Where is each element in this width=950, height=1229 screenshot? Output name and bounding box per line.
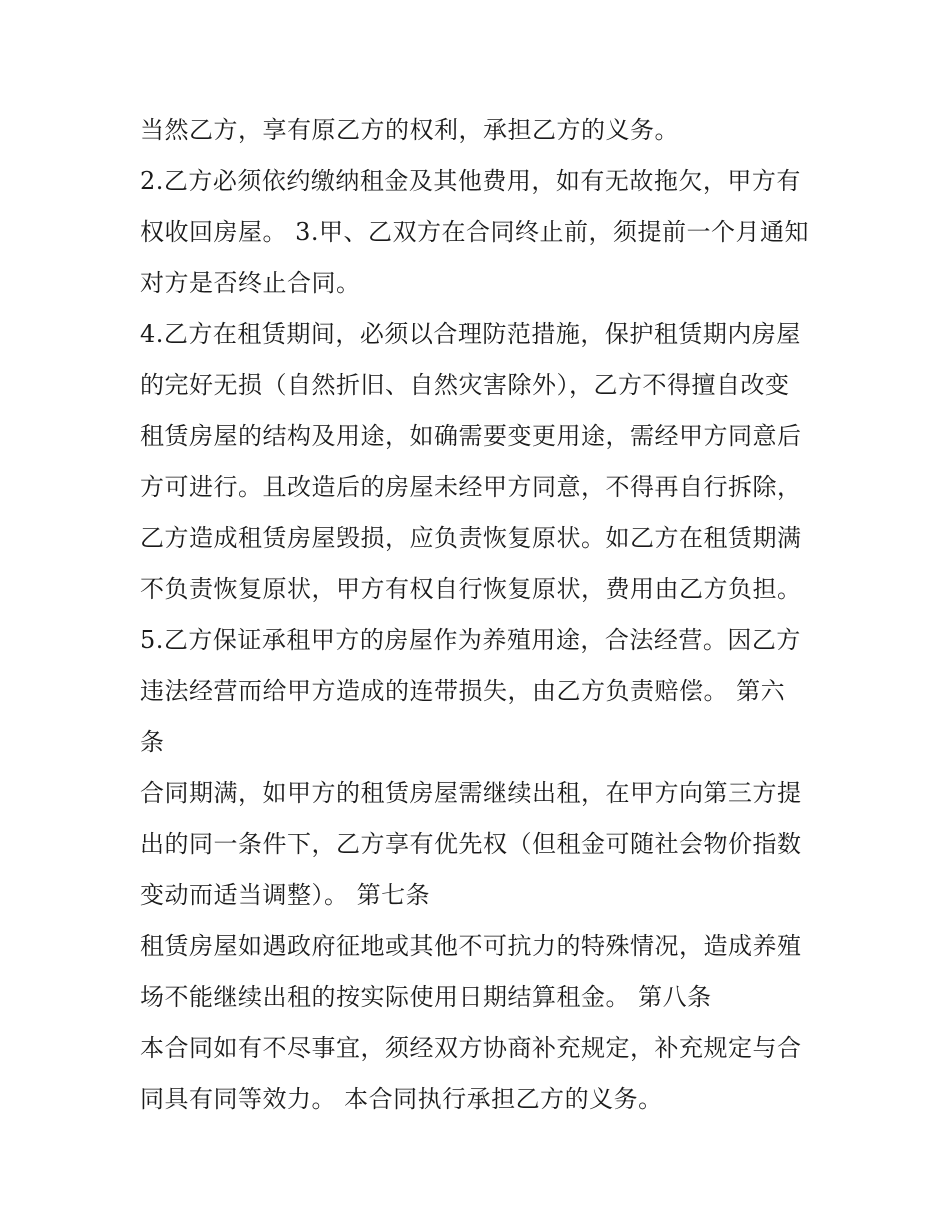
- text-line: 违法经营而给甲方造成的连带损失，由乙方负责赔偿。 第六: [140, 677, 786, 705]
- text-line: 租赁房屋的结构及用途，如确需要变更用途，需经甲方同意后: [140, 422, 802, 450]
- contract-text-body: [140, 105, 830, 1125]
- text-line: 出的同一条件下，乙方享有优先权（但租金可随社会物价指数: [140, 830, 802, 858]
- text-line: 不负责恢复原状，甲方有权自行恢复原状，费用由乙方负担。: [140, 575, 802, 603]
- text-line: 乙方造成租赁房屋毁损，应负责恢复原状。如乙方在租赁期满: [140, 524, 802, 552]
- text-line: 同具有同等效力。 本合同执行承担乙方的义务。: [140, 1085, 663, 1113]
- text-line: 租赁房屋如遇政府征地或其他不可抗力的特殊情况，造成养殖: [140, 932, 802, 960]
- text-line: 方可进行。且改造后的房屋未经甲方同意，不得再自行拆除，: [140, 473, 802, 501]
- text-line: 合同期满，如甲方的租赁房屋需继续出租，在甲方向第三方提: [140, 779, 802, 807]
- text-line: 当然乙方，享有原乙方的权利，承担乙方的义务。: [140, 116, 679, 144]
- text-line: 5.乙方保证承租甲方的房屋作为养殖用途，合法经营。因乙方: [140, 626, 801, 654]
- text-line: 本合同如有不尽事宜，须经双方协商补充规定，补充规定与合: [140, 1034, 802, 1062]
- text-line: 2.乙方必须依约缴纳租金及其他费用，如有无故拖欠，甲方有: [140, 167, 801, 195]
- text-line: 的完好无损（自然折旧、自然灾害除外），乙方不得擅自改变: [140, 371, 790, 399]
- text-line: 4.乙方在租赁期间，必须以合理防范措施，保护租赁期内房屋: [140, 320, 801, 348]
- text-line: 权收回房屋。 3.甲、乙双方在合同终止前，须提前一个月通知: [140, 218, 810, 246]
- text-line: 变动而适当调整）。 第七条: [140, 881, 431, 909]
- text-line: 对方是否终止合同。: [140, 269, 361, 297]
- text-line: 条: [140, 728, 165, 756]
- text-line: 场不能继续出租的按实际使用日期结算租金。 第八条: [140, 983, 712, 1011]
